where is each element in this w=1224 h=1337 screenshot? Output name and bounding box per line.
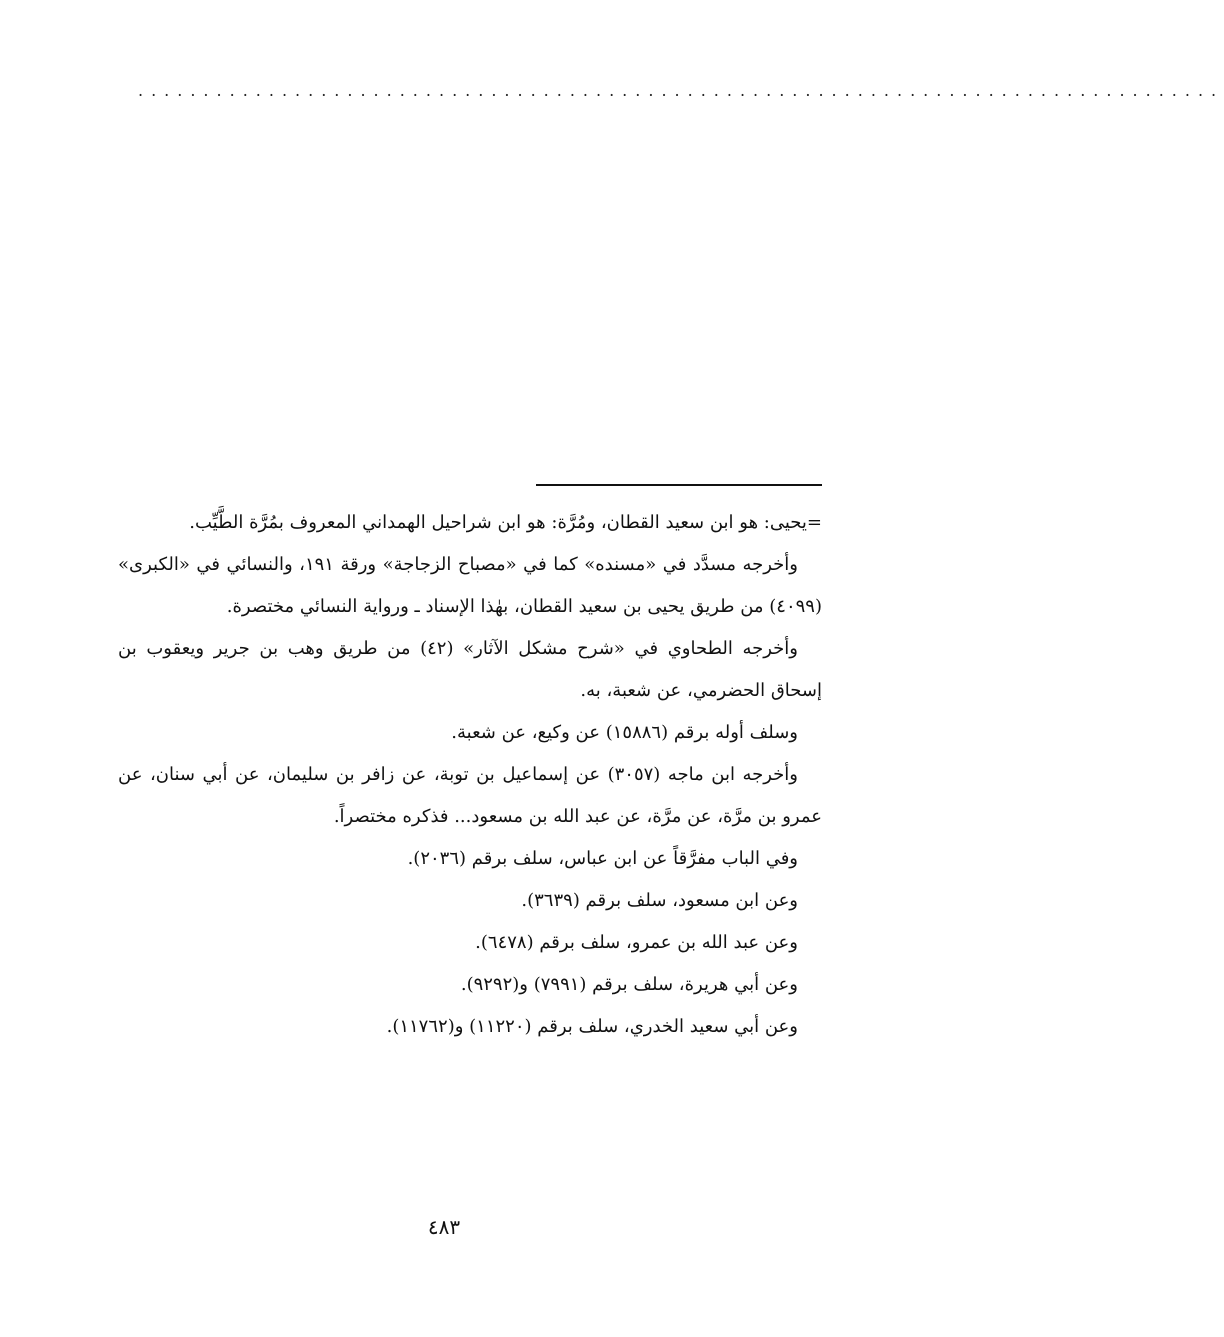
footnote-paragraph: وأخرجه الطحاوي في «شرح مشكل الآثار» (٤٢) من طريق وهب بن جرير ويعقوب بن إسحاق الحضرمي، عن شعبة، به. bbox=[118, 638, 822, 701]
footnote-separator-rule bbox=[536, 484, 822, 486]
footnote-paragraph: وعن عبد الله بن عمرو، سلف برقم (٦٤٧٨). bbox=[475, 932, 798, 953]
page-number: ٤٨٣ bbox=[427, 1215, 461, 1239]
footnote-paragraph: =يحيى: هو ابن سعيد القطان، ومُرَّة: هو ابن شراحيل الهمداني المعروف بمُرَّة الطَّيِّب. bbox=[189, 512, 822, 533]
header-dotted-line: ................................................................................... bbox=[138, 81, 1224, 100]
footnote-paragraph: وعن أبي هريرة، سلف برقم (٧٩٩١) و(٩٢٩٢). bbox=[460, 974, 798, 995]
footnote-paragraph: وأخرجه ابن ماجه (٣٠٥٧) عن إسماعيل بن توبة، عن زافر بن سليمان، عن أبي سنان، عن عمرو بن مرَّة، عن مرَّة، عن عبد الله بن مسعود... فذكره مختصراً. bbox=[118, 764, 822, 827]
footnote-paragraph: وعن ابن مسعود، سلف برقم (٣٦٣٩). bbox=[521, 890, 798, 911]
footnote-paragraph: وسلف أوله برقم (١٥٨٨٦) عن وكيع، عن شعبة. bbox=[451, 722, 798, 743]
footnote-paragraph: وعن أبي سعيد الخدري، سلف برقم (١١٢٢٠) و(١١٧٦٢). bbox=[386, 1016, 798, 1037]
footnote-paragraph: وفي الباب مفرَّقاً عن ابن عباس، سلف برقم (٢٠٣٦). bbox=[407, 848, 798, 869]
footnotes-block bbox=[118, 502, 822, 1048]
footnote-paragraph: وأخرجه مسدَّد في «مسنده» كما في «مصباح الزجاجة» ورقة ١٩١، والنسائي في «الكبرى» (٤٠٩٩) من طريق يحيى بن سعيد القطان، بهٰذا الإسناد ـ ورواية النسائي مختصرة. bbox=[118, 554, 822, 617]
